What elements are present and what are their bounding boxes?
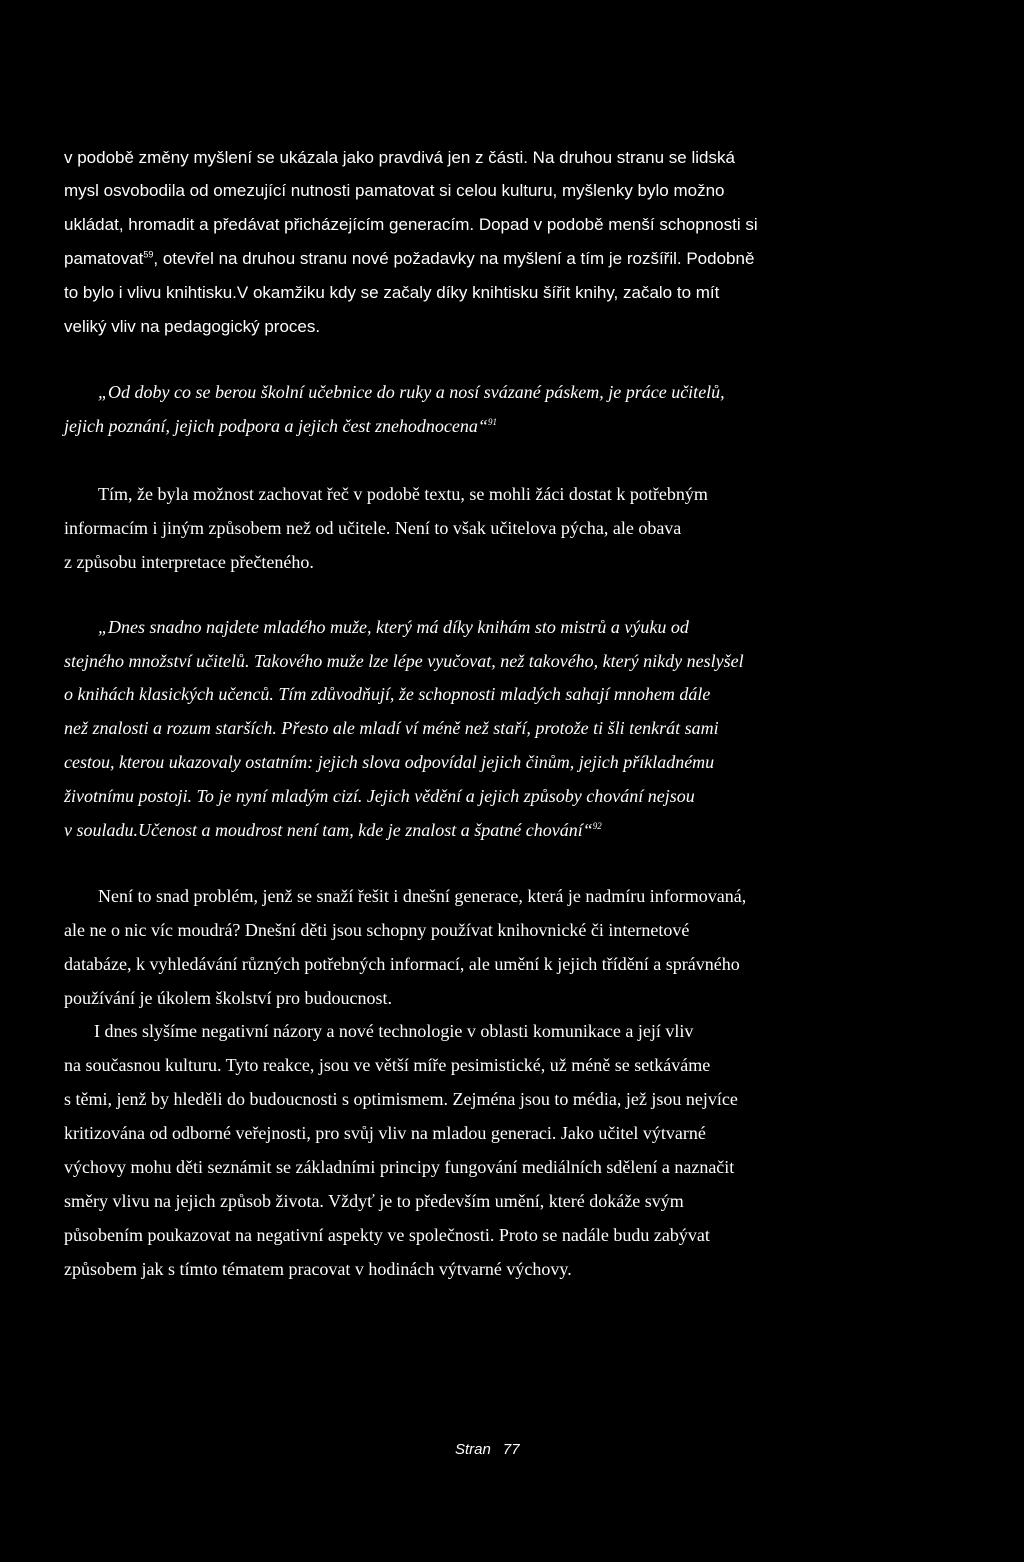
text-line: používání je úkolem školství pro budoucnost. <box>64 988 392 1008</box>
quote-line <box>64 415 497 437</box>
page-footer <box>455 1441 520 1458</box>
text-line: způsobem jak s tímto tématem pracovat v hodinách výtvarné výchovy. <box>64 1259 572 1279</box>
quote-line: o knihách klasických učenců. Tím zdůvodňují, že schopnosti mladých sahají mnohem dále <box>64 684 711 704</box>
text-line: ale ne o nic víc moudrá? Dnešní děti jsou schopny používat knihovnické či internetové <box>64 920 690 940</box>
text-span: , otevřel na druhou stranu nové požadavky na myšlení a tím je rozšířil. Podobně <box>153 249 755 268</box>
text-line: s těmi, jenž by hleděli do budoucnosti s optimismem. Zejména jsou to média, jež jsou nejvíce <box>64 1089 738 1109</box>
text-line: Tím, že byla možnost zachovat řeč v podobě textu, se mohli žáci dostat k potřebným <box>98 484 708 504</box>
quote-line: stejného množství učitelů. Takového muže lze lépe vyučovat, než takového, který nikdy neslyšel <box>64 651 744 671</box>
text-line: na současnou kulturu. Tyto reakce, jsou ve větší míře pesimistické, už méně se setkáváme <box>64 1055 711 1075</box>
text-span: pamatovat <box>64 249 144 268</box>
text-line: Není to snad problém, jenž se snaží řešit i dnešní generace, která je nadmíru informovaná, <box>98 886 747 906</box>
text-line: databáze, k vyhledávání různých potřebných informací, ale umění k jejich třídění a správného <box>64 954 740 974</box>
text-line <box>64 248 754 270</box>
text-line: I dnes slyšíme negativní názory a nové technologie v oblasti komunikace a její vliv <box>94 1021 694 1041</box>
footnote-ref: 59 <box>143 249 154 260</box>
text-span: v souladu.Učenost a moudrost není tam, kde je znalost a špatné chování“ <box>64 820 593 840</box>
text-line: směry vlivu na jejich způsob života. Vždyť je to především umění, které dokáže svým <box>64 1191 684 1211</box>
text-line: v podobě změny myšlení se ukázala jako pravdivá jen z části. Na druhou stranu se lidská <box>64 148 735 167</box>
footnote-ref: 92 <box>592 821 602 831</box>
quote-line: než znalosti a rozum starších. Přesto ale mladí ví méně než staří, protože ti šli tenkrát sami <box>64 718 719 738</box>
text-line: veliký vliv na pedagogický proces. <box>64 317 321 336</box>
text-span: jejich poznání, jejich podpora a jejich čest znehodnocena“ <box>64 416 488 436</box>
quote-line: „Dnes snadno najdete mladého muže, který má díky knihám sto mistrů a výuku od <box>98 617 689 637</box>
quote-line: „Od doby co se berou školní učebnice do ruky a nosí svázané páskem, je práce učitelů, <box>98 382 725 402</box>
quote-line: cestou, kterou ukazovaly ostatním: jejich slova odpovídal jejich činům, jejich příkladnému <box>64 752 715 772</box>
page-label: Stran <box>455 1441 491 1458</box>
text-line: mysl osvobodila od omezující nutnosti pamatovat si celou kulturu, myšlenky bylo možno <box>64 181 725 200</box>
text-line: to bylo i vlivu knihtisku.V okamžiku kdy se začaly díky knihtisku šířit knihy, začalo to mít <box>64 283 720 302</box>
text-line: informacím i jiným způsobem než od učitele. Není to však učitelova pýcha, ale obava <box>64 518 682 538</box>
text-line: z způsobu interpretace přečteného. <box>64 552 314 572</box>
text-line: působením poukazovat na negativní aspekty ve společnosti. Proto se nadále budu zabývat <box>64 1225 710 1245</box>
quote-line: životnímu postoji. To je nyní mladým cizí. Jejich vědění a jejich způsoby chování nejsou <box>64 786 695 806</box>
quote-line <box>64 819 602 841</box>
text-line: kritizována od odborné veřejnosti, pro svůj vliv na mladou generaci. Jako učitel výtvarné <box>64 1123 706 1143</box>
footnote-ref: 91 <box>487 417 497 427</box>
page-number: 77 <box>502 1441 520 1458</box>
text-line: výchovy mohu děti seznámit se základními principy fungování mediálních sdělení a naznačit <box>64 1157 735 1177</box>
text-line: ukládat, hromadit a předávat přicházejícím generacím. Dopad v podobě menší schopnosti si <box>64 215 758 234</box>
